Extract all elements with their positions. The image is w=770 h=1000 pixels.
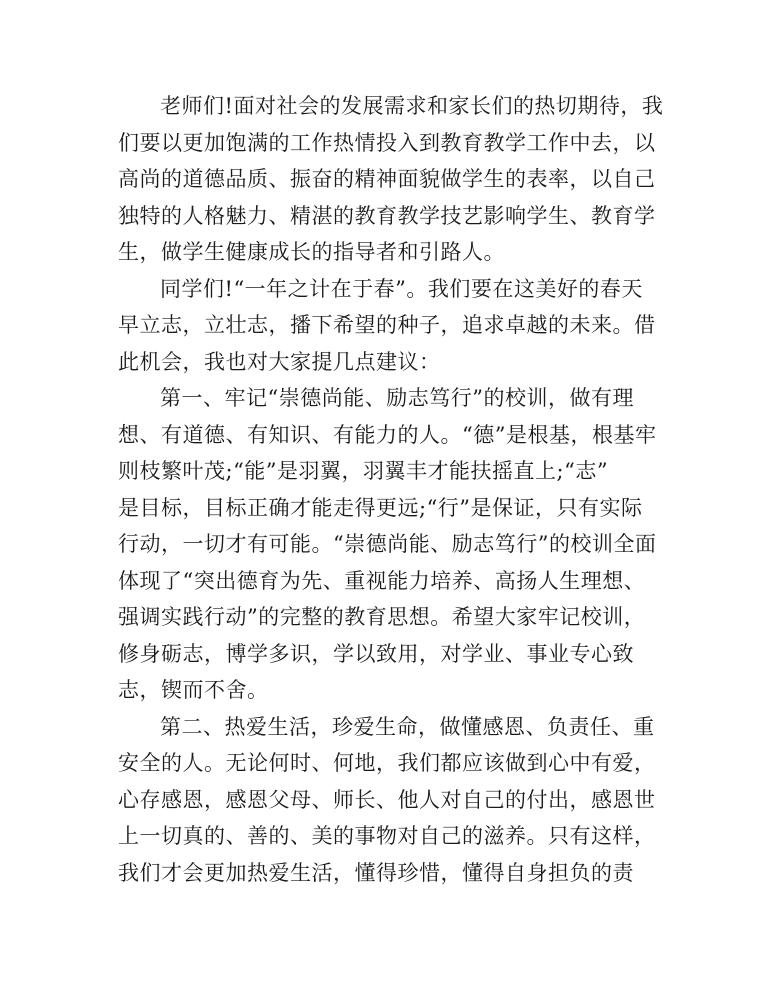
text-line: 老师们!面对社会的发展需求和家长们的热切期待，我 xyxy=(160,94,664,118)
document-page xyxy=(118,88,664,891)
text-line: 是目标，目标正确才能走得更远;“行”是保证，只有实际 xyxy=(118,495,643,520)
text-line: 想、有道德、有知识、有能力的人。“德”是根基，根基牢 xyxy=(118,422,657,447)
paragraph-first-suggestion xyxy=(118,380,657,709)
text-line: 安全的人。无论何时、何地，我们都应该做到心中有爱， xyxy=(118,751,656,775)
text-line: 上一切真的、善的、美的事物对自己的滋养。只有这样， xyxy=(118,824,656,848)
paragraph-students xyxy=(118,271,656,381)
text-line: 行动，一切才有可能。“崇德尚能、励志笃行”的校训全面 xyxy=(118,532,657,556)
paragraph-teachers xyxy=(118,88,664,271)
text-line: 高尚的道德品质、振奋的精神面貌做学生的表率，以自己 xyxy=(118,167,656,191)
text-line: 我们才会更加热爱生活，懂得珍惜，懂得自身担负的责 xyxy=(118,860,634,885)
text-line: 志，锲而不舍。 xyxy=(118,678,269,702)
text-line: 们要以更加饱满的工作热情投入到教育教学工作中去，以 xyxy=(118,130,656,155)
text-line: 第二、热爱生活，珍爱生命，做懂感恩、负责任、重 xyxy=(160,714,655,739)
text-line: 修身砺志，博学多识，学以致用，对学业、事业专心致 xyxy=(118,641,634,666)
text-line: 独特的人格魅力、精湛的教育教学技艺影响学生、教育学 xyxy=(118,203,656,228)
text-line: 同学们!“一年之计在于春”。我们要在这美好的春天 xyxy=(160,276,643,301)
paragraph-second-suggestion xyxy=(118,709,656,892)
text-line: 此机会，我也对大家提几点建议： xyxy=(118,349,441,374)
text-line: 体现了“突出德育为先、重视能力培养、高扬人生理想、 xyxy=(118,568,646,593)
text-line: 第一、牢记“崇德尚能、励志笃行”的校训，做有理 xyxy=(160,386,634,410)
text-line: 强调实践行动”的完整的教育思想。希望大家牢记校训， xyxy=(118,605,646,629)
text-line: 心存感恩，感恩父母、师长、他人对自己的付出，感恩世 xyxy=(118,787,656,812)
text-line: 早立志，立壮志，播下希望的种子，追求卓越的未来。借 xyxy=(118,313,656,337)
text-line: 则枝繁叶茂;“能”是羽翼，羽翼丰才能扶摇直上;“志” xyxy=(118,459,609,483)
text-line: 生，做学生健康成长的指导者和引路人。 xyxy=(118,240,505,264)
